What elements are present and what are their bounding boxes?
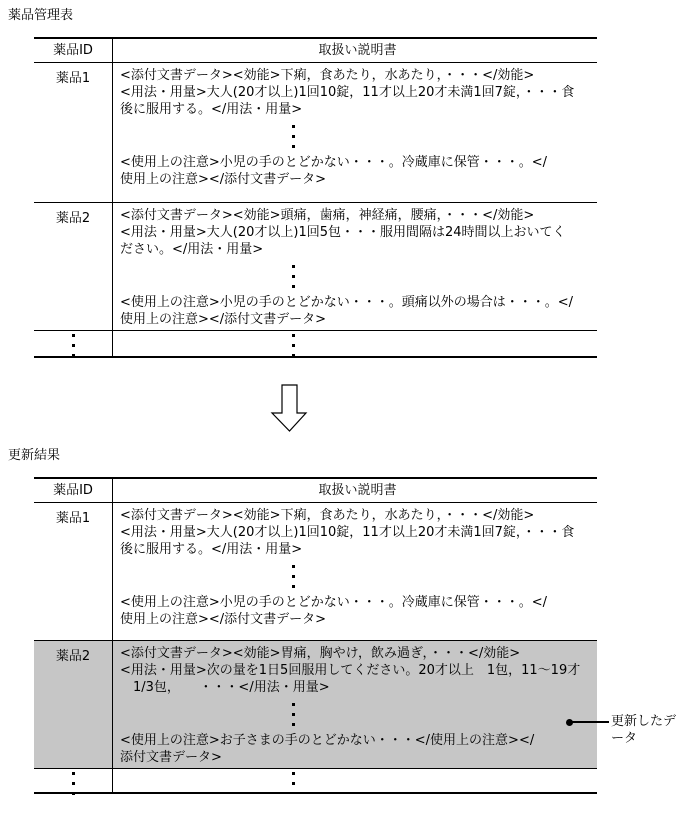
ellipsis-vertical-icon [120, 118, 595, 154]
manual-line: ださい。</用法・用量> [120, 242, 264, 257]
drug-id-label: 薬品1 [34, 503, 113, 640]
table-header-row [34, 39, 597, 62]
before-table-title: 薬品管理表 [8, 8, 74, 23]
ellipsis-vertical-icon [120, 258, 595, 294]
manual-line: 使用上の注意></添付文書データ> [120, 612, 327, 627]
ellipsis-vertical-icon [34, 769, 113, 792]
ellipsis-vertical-icon [113, 331, 597, 356]
after-table-title: 更新結果 [8, 448, 61, 463]
manual-line: <用法・用量>次の量を1日5回服用してください。20才以上 1包，11～19才 [120, 663, 581, 678]
table-header-row [34, 479, 597, 502]
updated-data-callout-label: 更新したデータ [611, 714, 677, 746]
manual-text-cell [113, 641, 597, 768]
manual-text-cell [113, 503, 597, 640]
manual-text-cell [113, 63, 597, 202]
table-row-drug1 [34, 502, 597, 640]
manual-line: 1/3包， ・・・</用法・用量> [120, 680, 330, 695]
table-row-more [34, 768, 597, 792]
manual-line: <使用上の注意>小児の手のとどかない・・・。冷蔵庫に保管・・・。</ [120, 155, 548, 170]
manual-line: <添付文書データ><効能>胃痛，胸やけ，飲み過ぎ，・・・</効能> [120, 646, 521, 661]
manual-line: <用法・用量>大人(20才以上)1回10錠，11才以上20才未満1回7錠，・・・食 [120, 525, 575, 540]
manual-text-cell [113, 203, 597, 330]
manual-line: <用法・用量>大人(20才以上)1回10錠，11才以上20才未満1回7錠，・・・食 [120, 85, 575, 100]
column-header-manual: 取扱い説明書 [318, 483, 397, 498]
ellipsis-vertical-icon [34, 331, 113, 356]
manual-line: <添付文書データ><効能>下痢，食あたり，水あたり，・・・</効能> [120, 508, 535, 523]
manual-line: <使用上の注意>小児の手のとどかない・・・。冷蔵庫に保管・・・。</ [120, 595, 548, 610]
manual-line: <使用上の注意>小児の手のとどかない・・・。頭痛以外の場合は・・・。</ [120, 295, 574, 310]
drug-table-before [34, 37, 597, 358]
ellipsis-vertical-icon [120, 696, 595, 732]
manual-line: <使用上の注意>お子さまの手のとどかない・・・</使用上の注意></ [120, 733, 535, 748]
table-row-drug2-updated [34, 640, 597, 768]
table-row-drug2 [34, 202, 597, 330]
manual-line: <用法・用量>大人(20才以上)1回5包・・・服用間隔は24時間以上おいてく [120, 225, 566, 240]
callout-leader-line [571, 721, 609, 723]
table-row-more [34, 330, 597, 356]
column-header-drug-id: 薬品ID [34, 479, 113, 502]
column-header-drug-id: 薬品ID [34, 39, 113, 62]
manual-line: 後に服用する。</用法・用量> [120, 102, 303, 117]
manual-line: <添付文書データ><効能>下痢，食あたり，水あたり，・・・</効能> [120, 68, 535, 83]
manual-line: 添付文書データ> [120, 750, 222, 765]
drug-id-label: 薬品2 [34, 641, 113, 768]
ellipsis-vertical-icon [120, 558, 595, 594]
manual-line: 使用上の注意></添付文書データ> [120, 172, 327, 187]
down-arrow-icon [270, 384, 308, 432]
drug-id-label: 薬品2 [34, 203, 113, 330]
ellipsis-vertical-icon [113, 769, 597, 792]
column-header-manual: 取扱い説明書 [318, 43, 397, 58]
drug-table-after [34, 477, 597, 794]
table-row-drug1 [34, 62, 597, 202]
manual-line: <添付文書データ><効能>頭痛，歯痛，神経痛，腰痛，・・・</効能> [120, 208, 535, 223]
manual-line: 使用上の注意></添付文書データ> [120, 312, 327, 327]
drug-id-label: 薬品1 [34, 63, 113, 202]
manual-line: 後に服用する。</用法・用量> [120, 542, 303, 557]
